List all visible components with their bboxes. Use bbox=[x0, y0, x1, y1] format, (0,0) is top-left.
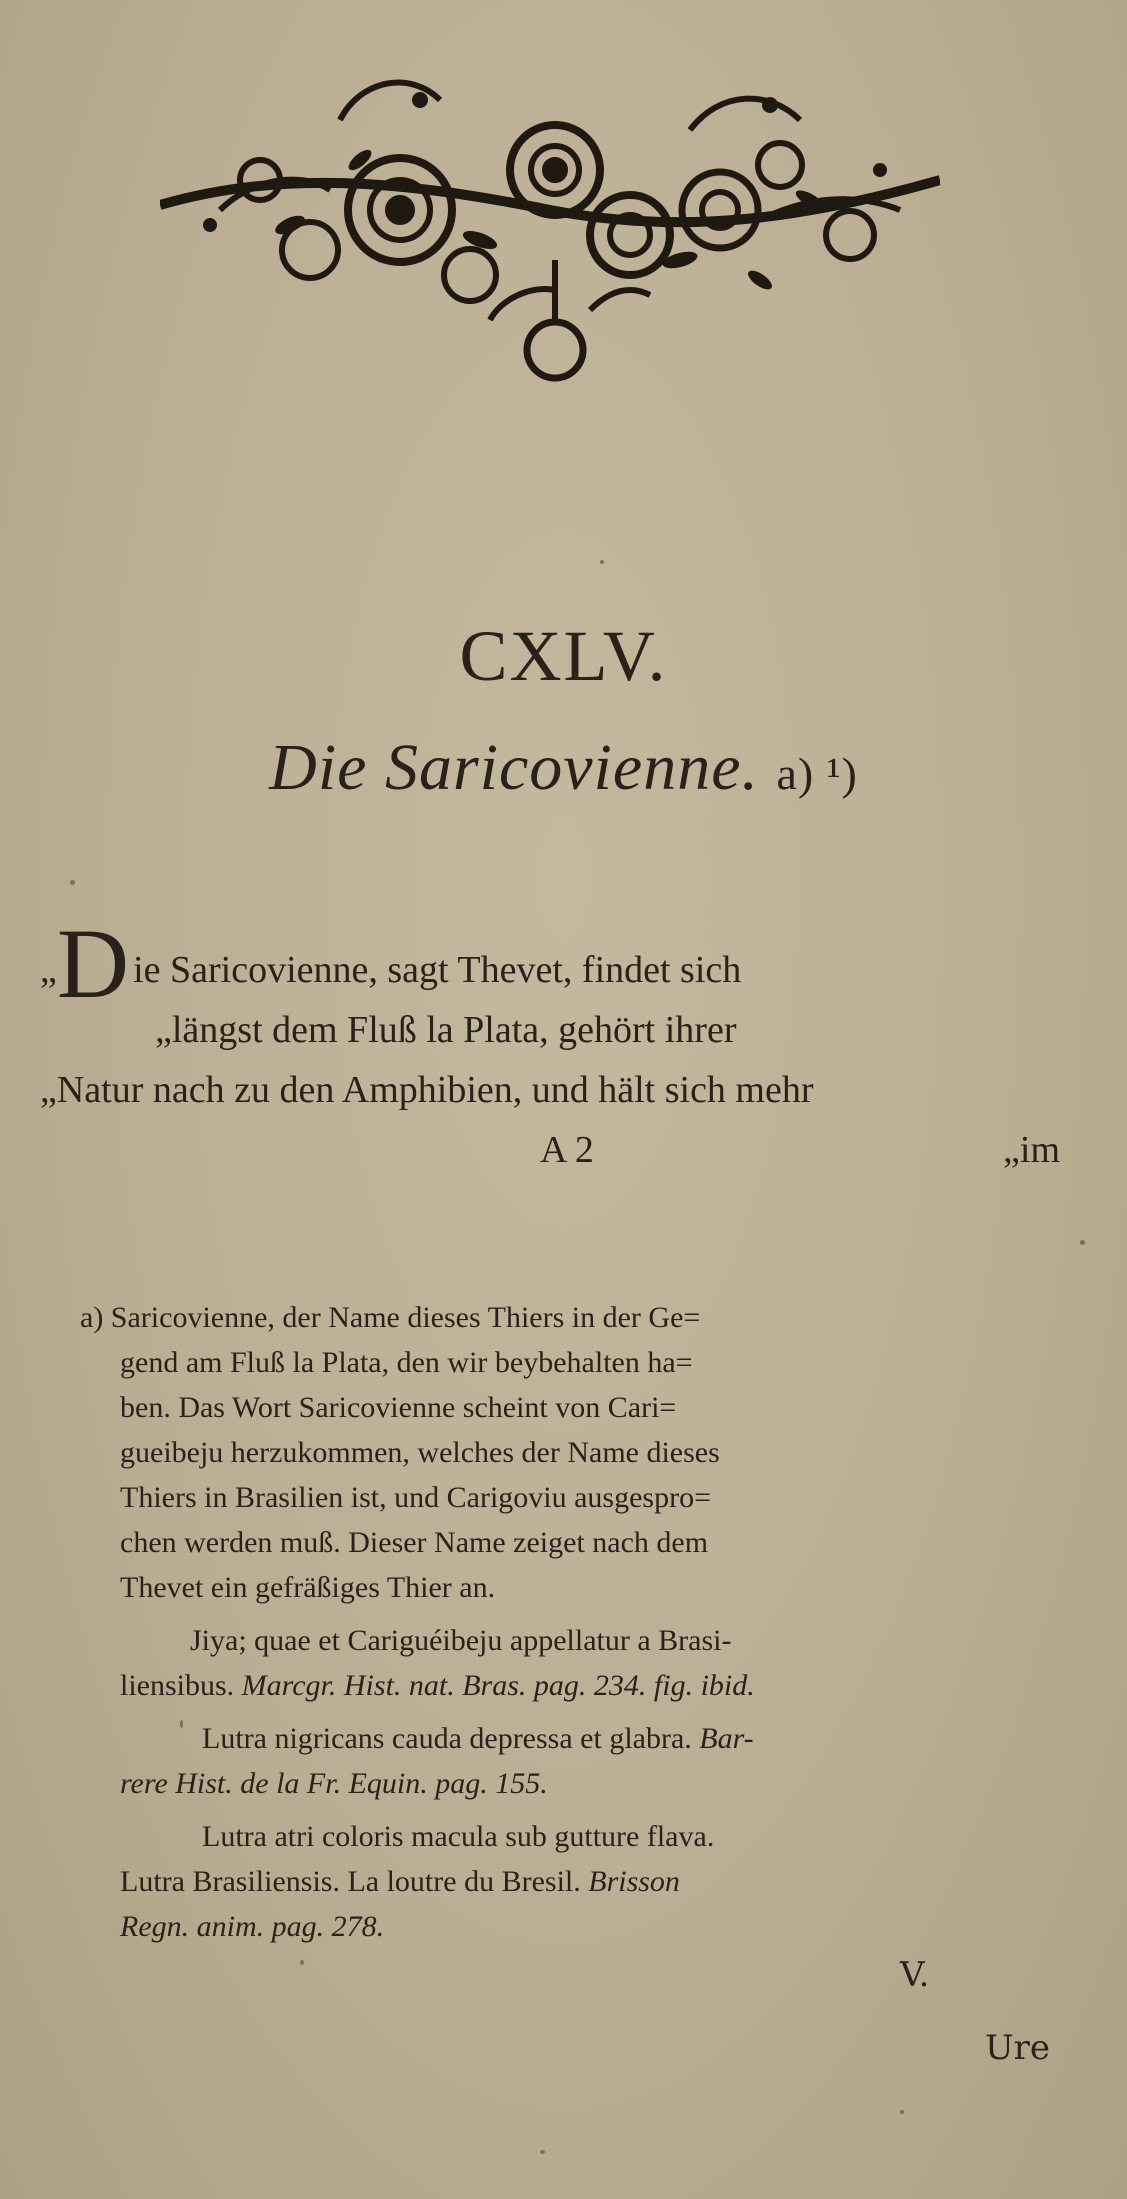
footnote-a-line-1: a) Saricovienne, der Name dieses Thiers in der Ge= bbox=[80, 1301, 701, 1334]
chapter-title bbox=[0, 730, 1127, 806]
catchword: „im bbox=[1003, 1129, 1060, 1171]
footnotes bbox=[80, 1295, 1080, 1949]
floral-vignette-ornament bbox=[160, 60, 940, 400]
body-line-1 bbox=[40, 908, 1080, 1019]
paper-speck bbox=[900, 2110, 904, 2114]
chapter-title-text: Die Saricovienne. bbox=[269, 731, 759, 804]
footnote-a-line-2: gend am Fluß la Plata, den wir beybehalten ha= bbox=[120, 1346, 693, 1379]
latin-synonym-1 bbox=[80, 1618, 1080, 1708]
latin-2-line-2-citation: rere Hist. de la Fr. Equin. pag. 155. bbox=[120, 1767, 548, 1800]
latin-2-line-2 bbox=[80, 1761, 1080, 1806]
footer-catchword: Ure bbox=[985, 2028, 1051, 2068]
latin-3-line-1: Lutra atri coloris macula sub gutture flava. bbox=[202, 1820, 715, 1853]
footnote-a-line-5: Thiers in Brasilien ist, und Carigoviu ausgespro= bbox=[120, 1481, 712, 1514]
signature-mark: A 2 bbox=[540, 1129, 594, 1171]
footnote-a-line-7: Thevet ein gefräßiges Thier an. bbox=[120, 1571, 496, 1604]
latin-3-line-3 bbox=[80, 1904, 1080, 1949]
chapter-number: CXLV. bbox=[459, 616, 668, 696]
paper-speck bbox=[540, 2150, 545, 2154]
latin-synonym-2 bbox=[80, 1716, 1080, 1806]
paper-speck bbox=[600, 560, 604, 564]
paper-speck bbox=[300, 1960, 304, 1965]
chapter-title-footnote-refs: a) ¹) bbox=[776, 748, 858, 799]
latin-2-line-1 bbox=[80, 1716, 1080, 1761]
body-text bbox=[40, 908, 1080, 1180]
latin-2-line-1-plain: Lutra nigricans cauda depressa et glabra. bbox=[202, 1722, 692, 1755]
latin-3-line-3-citation: Regn. anim. pag. 278. bbox=[120, 1910, 385, 1943]
body-line-1-prefix: „ bbox=[40, 949, 57, 991]
body-line-2: „längst dem Fluß la Plata, gehört ihrer bbox=[155, 1009, 737, 1051]
latin-3-line-2-plain: Lutra Brasiliensis. La loutre du Bresil. bbox=[120, 1865, 581, 1898]
footnote-a-line-4: gueibeju herzukommen, welches der Name dieses bbox=[120, 1436, 720, 1469]
latin-synonym-3 bbox=[80, 1814, 1080, 1949]
paper-speck bbox=[1080, 1240, 1085, 1245]
drop-cap-initial: D bbox=[56, 908, 130, 1019]
latin-3-line-2 bbox=[80, 1859, 1080, 1904]
latin-2-line-1-citation: Bar- bbox=[699, 1722, 754, 1755]
footer-signature: V. bbox=[900, 1955, 930, 1995]
footnote-a-line-3: ben. Das Wort Saricovienne scheint von Cari= bbox=[120, 1391, 677, 1424]
latin-1-line-2 bbox=[80, 1663, 1080, 1708]
paper-speck bbox=[70, 880, 75, 885]
footnote-a-line-6: chen werden muß. Dieser Name zeiget nach dem bbox=[120, 1526, 709, 1559]
signature-line bbox=[40, 1120, 1080, 1180]
latin-1-line-2-plain: liensibus. bbox=[120, 1669, 235, 1702]
body-line-1-rest: ie Saricovienne, sagt Thevet, findet sich bbox=[133, 949, 742, 991]
latin-3-line-2-citation: Brisson bbox=[588, 1865, 680, 1898]
body-line-3: „Natur nach zu den Amphibien, und hält sich mehr bbox=[40, 1069, 814, 1111]
paper-speck bbox=[180, 1720, 183, 1728]
latin-1-line-1: Jiya; quae et Cariguéibeju appellatur a Brasi- bbox=[190, 1624, 732, 1657]
latin-1-line-2-citation: Marcgr. Hist. nat. Bras. pag. 234. fig. ibid. bbox=[241, 1669, 755, 1702]
